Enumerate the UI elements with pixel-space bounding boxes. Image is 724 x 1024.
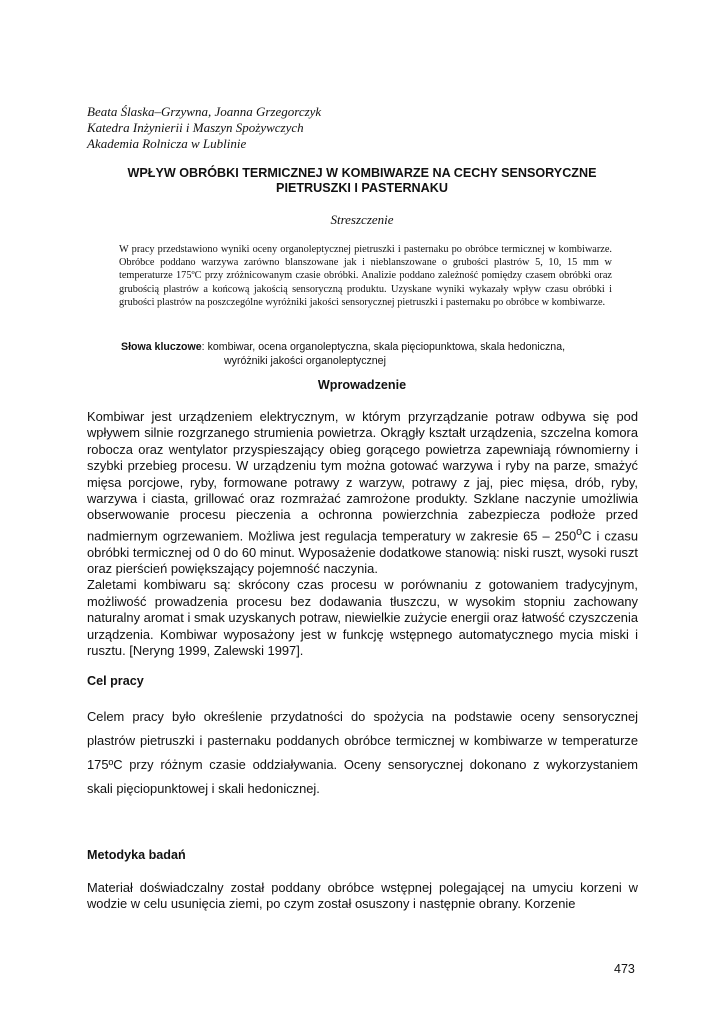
keywords-line-2: wyróżniki jakości organoleptycznej — [224, 355, 386, 367]
intro-p1-part-a: Kombiwar jest urządzeniem elektrycznym, w którym przyrządzanie potraw odbywa się pod wpływem silnie rozgrzanego strumienia powietrza. Okrągły kształt urządzenia, szczelna komora robocza oraz wentylator przyspieszający obieg gorącego powietrza zapewniają równomierny i szybki przebieg procesu. W urządzeniu tym można gotować warzywa i ryby na parze, smażyć mięsa porcjowe, ryby, formowane potrawy z warzyw, potrawy z jaj, piec mięsa, drób, ryby, warzywa i ciasta, grillować oraz rozmrażać zamrożone produkty. Szklane naczynie umożliwia obserwowanie procesu pieczenia a ochronna powierzchnia zabezpiecza podłoże przed nadmiernym ogrzewaniem. Możliwa jest regulacja temperatury w zakresie 65 – 250 — [87, 409, 638, 544]
degree-superscript: o — [576, 525, 583, 538]
abstract-heading: Streszczenie — [330, 212, 394, 227]
institution: Akademia Rolnicza w Lublinie — [87, 136, 247, 151]
paper-title — [90, 166, 634, 196]
title-line-2: PIETRUSZKI I PASTERNAKU — [276, 181, 448, 195]
author-block — [87, 104, 321, 152]
keywords — [121, 340, 611, 368]
keywords-label: Słowa kluczowe — [121, 341, 202, 353]
intro-p1-part-b: C i czasu obróbki termicznej od 0 do 60 minut. Wyposażenie dodatkowe stanowią: niski ruszt, wysoki ruszt oraz pierścień powiększający pojemność naczynia. — [87, 528, 638, 576]
aim-text: Celem pracy było określenie przydatności do spożycia na podstawie oceny sensorycznej plastrów pietruszki i pasternaku poddanych obróbce termicznej w kombiwarze w temperaturze 175ºC przy różnym czasie oddziaływania. Oceny sensorycznej dokonano z wykorzystaniem skali pięciopunktowej i skali hedonicznej. — [87, 709, 638, 796]
aim-heading: Cel pracy — [87, 674, 144, 688]
intro-heading: Wprowadzenie — [317, 378, 407, 392]
page-number: 473 — [614, 962, 635, 976]
authors: Beata Ślaska–Grzywna, Joanna Grzegorczyk — [87, 104, 322, 119]
methods-heading: Metodyka badań — [87, 848, 186, 862]
abstract-text: W pracy przedstawiono wyniki oceny organoleptycznej pietruszki i pasternaku po obróbce termicznej w kombiwarze. Obróbce poddano warzywa zarówno blanszowane jak i nieblanszowane o grubości plastrów 5, 10, 15 mm w temperaturze 175ºC przy zróżnicowanym czasie obróbki. Analizie poddano zależność pomiędzy czasem obróbki oraz grubością plastrów a końcową jakością sensoryczną produktu. Uzyskane wyniki wykazały wpływ czasu obróbki i grubości plastrów na poszczególne wyróżniki jakości sensorycznej pietruszki i pasternaku po obróbce w kombiwarze. — [119, 244, 612, 308]
intro-paragraph-1 — [87, 409, 638, 577]
keywords-line-1: kombiwar, ocena organoleptyczna, skala pięciopunktowa, skala hedoniczna, — [207, 341, 566, 353]
department: Katedra Inżynierii i Maszyn Spożywczych — [87, 120, 304, 135]
methods-text: Materiał doświadczalny został poddany obróbce wstępnej polegającej na umyciu korzeni w wodzie w celu usunięcia ziemi, po czym został osuszony i następnie obrany. Korzenie — [87, 880, 638, 912]
keywords-colon: : — [201, 341, 205, 353]
title-line-1: WPŁYW OBRÓBKI TERMICZNEJ W KOMBIWARZE NA CECHY SENSORYCZNE — [127, 166, 597, 180]
intro-text — [87, 409, 638, 659]
intro-paragraph-2: Zaletami kombiwaru są: skrócony czas procesu w porównaniu z gotowaniem tradycyjnym, możliwość prowadzenia procesu bez dodawania tłuszczu, w wysokim stopniu zachowany naturalny aromat i smak uzyskanych potraw, niewielkie zużycie energii oraz łatwość czyszczenia urządzenia. Kombiwar wyposażony jest w funkcję wstępnego automatycznego mycia miski i rusztu. [Neryng 1999, Zalewski 1997]. — [87, 577, 638, 658]
